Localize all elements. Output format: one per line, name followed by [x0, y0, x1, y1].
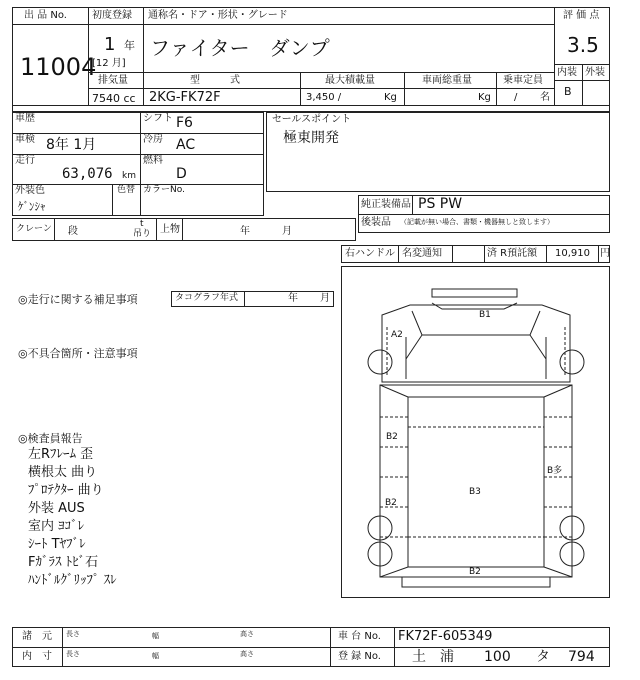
max-load-value: 3,450 /	[306, 92, 342, 103]
reg-month: [12 月]	[92, 58, 126, 69]
chassis-value: FK72F-605349	[398, 629, 493, 644]
first-reg-label: 初度登録	[92, 10, 132, 21]
capacity-value: /	[514, 92, 518, 103]
inspection-value: 8年 1月	[46, 137, 97, 153]
model-type-value: 2KG-FK72F	[149, 90, 221, 105]
crane-label: クレーン	[16, 224, 52, 234]
registration-number: 794	[568, 649, 595, 665]
name-change-label: 名変通知	[402, 248, 442, 259]
width-label-2: 幅	[152, 652, 159, 660]
exterior-color-label: 外装色	[15, 185, 45, 196]
chassis-label: 車 台 No.	[338, 631, 381, 642]
inspector-line: ｼｰﾄ Tﾔﾌﾞﾚ	[28, 537, 86, 552]
tachograph-year: 年	[288, 293, 298, 304]
length-label-1: 長さ	[66, 630, 80, 638]
std-equipment-label: 純正装備品	[361, 199, 411, 210]
inspector-line: 横根太 曲り	[28, 465, 98, 480]
ac-label: 冷房	[143, 134, 163, 145]
registration-region: 土 浦	[412, 649, 454, 665]
specs-footer-label: 諸 元	[22, 631, 52, 642]
truck-outline-svg	[342, 267, 609, 597]
josha-label: 上物	[160, 224, 180, 235]
ac-value: AC	[176, 137, 196, 153]
details-frame	[12, 112, 264, 216]
inspector-line: ﾊﾝﾄﾞﾙｸﾞﾘｯﾌﾟ ｽﾚ	[28, 573, 117, 588]
shift-label: シフト	[143, 113, 173, 124]
crane-row	[12, 218, 356, 241]
max-load-unit: Kg	[384, 92, 397, 103]
damage-mark-b1: B1	[479, 310, 491, 320]
crane-tsuri: 吊り	[133, 229, 152, 239]
history-label: 車歴	[15, 113, 35, 124]
height-label-1: 高さ	[240, 630, 254, 638]
damage-mark-b2-left2: B2	[385, 498, 397, 508]
recycle-value: 10,910	[555, 248, 590, 259]
driving-notes-label: ◎走行に関する補足事項	[18, 293, 138, 306]
width-label-1: 幅	[152, 632, 159, 640]
josha-year: 年	[240, 226, 250, 237]
recycle-unit: 円	[600, 248, 610, 259]
inspector-line: 左Rﾌﾚｰﾑ 歪	[28, 447, 94, 462]
sales-point-label: セールスポイント	[272, 114, 352, 125]
inspector-line: ﾌﾟﾛﾃｸﾀｰ 曲り	[28, 483, 104, 498]
inspection-label: 車検	[15, 134, 35, 145]
std-equipment-value: PS PW	[418, 196, 463, 212]
shift-value: F6	[176, 115, 193, 131]
crane-dan: 段	[68, 226, 78, 237]
color-number-label: カラーNo.	[143, 185, 185, 195]
length-label-2: 長さ	[66, 650, 80, 658]
height-label-2: 高さ	[240, 650, 254, 658]
reg-year-unit: 年	[124, 39, 135, 52]
interior-grade: B	[564, 85, 572, 98]
exterior-label: 外装	[585, 67, 605, 78]
interior-label: 内装	[557, 67, 577, 78]
registration-class: 100	[484, 649, 511, 665]
recycle-label: 済 R預託額	[487, 248, 538, 259]
registration-label: 登 録 No.	[338, 651, 381, 662]
lot-no-label: 出 品 No.	[24, 10, 67, 21]
condition-diagram	[341, 266, 610, 598]
aftermarket-note: （記載が無い場合、書類・機器無しと致します）	[400, 218, 554, 226]
displacement-label: 排気量	[98, 75, 128, 86]
josha-month: 月	[282, 226, 292, 237]
aftermarket-label: 後装品	[361, 217, 391, 228]
lot-number: 11004	[20, 53, 97, 81]
tachograph-month: 月	[320, 293, 330, 304]
damage-mark-b3: B3	[469, 487, 481, 497]
interior-dims-label: 内 寸	[22, 651, 52, 662]
tachograph-label: タコグラフ年式	[175, 293, 239, 303]
crane-t: t	[140, 219, 144, 229]
color-change-label: 色替	[117, 185, 136, 195]
capacity-label: 乗車定員	[503, 75, 543, 86]
inspector-report-label: ◎検査員報告	[18, 432, 83, 445]
mileage-unit: km	[122, 171, 136, 181]
model-name: ファイター ダンプ	[150, 36, 330, 60]
max-load-label: 最大積載量	[325, 75, 375, 86]
damage-mark-b2-rear: B2	[469, 567, 481, 577]
damage-mark-b2-left: B2	[386, 432, 398, 442]
handle-status: 右ハンドル	[345, 248, 395, 259]
reg-year: 1	[104, 34, 116, 55]
mileage-label: 走行	[15, 155, 35, 166]
damage-mark-a2: A2	[391, 330, 403, 340]
damage-mark-b-many: B多	[547, 466, 563, 476]
fuel-label: 燃料	[143, 155, 163, 166]
capacity-unit: 名	[540, 92, 550, 103]
inspector-line: 外装 AUS	[28, 501, 85, 516]
registration-kana: タ	[536, 649, 550, 665]
gross-weight-label: 車両総重量	[422, 75, 472, 86]
displacement-value: 7540 cc	[92, 92, 136, 105]
gross-weight-unit: Kg	[478, 92, 491, 103]
exterior-color-value: ｹﾞﾝｼｬ	[18, 200, 46, 213]
fuel-value: D	[176, 166, 187, 182]
inspector-line: 室内 ﾖｺﾞﾚ	[28, 519, 85, 534]
model-desc-label: 通称名・ドア・形状・グレード	[148, 10, 288, 21]
model-type-label: 型 式	[190, 75, 240, 86]
inspector-line: Fｶﾞﾗｽ ﾄﾋﾞ石	[28, 555, 99, 570]
score-label: 評 価 点	[563, 10, 600, 21]
mileage-value: 63,076	[62, 166, 113, 182]
sales-point-text: 極東開発	[283, 130, 339, 146]
defects-label: ◎不具合箇所・注意事項	[18, 347, 138, 360]
score-value: 3.5	[567, 33, 599, 57]
